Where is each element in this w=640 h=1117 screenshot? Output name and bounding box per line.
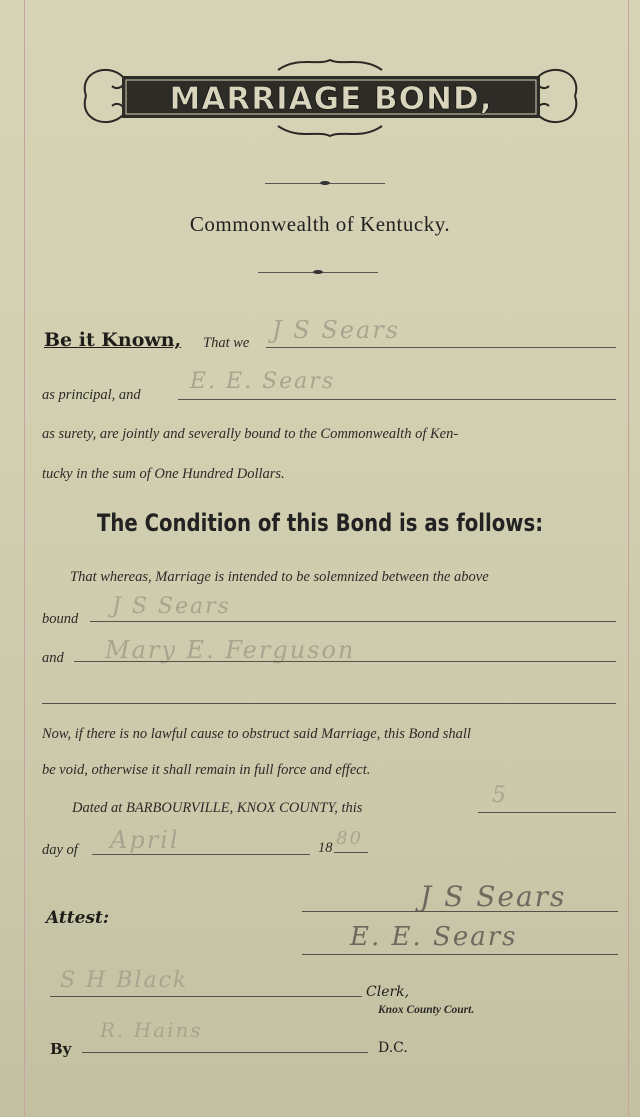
and-label: and: [42, 650, 64, 666]
left-margin-rule: [24, 0, 25, 1117]
year-suffix: 80: [336, 828, 363, 849]
groom-name: J S Sears: [112, 594, 231, 619]
whereas-text: That whereas, Marriage is intended to be solemnized between the above: [70, 569, 489, 585]
deputy-signature: R. Hains: [100, 1018, 203, 1042]
blank-line: [92, 854, 310, 855]
blank-line: [478, 812, 616, 813]
surety-text-line2: tucky in the sum of One Hundred Dollars.: [42, 466, 285, 482]
dated-at-text: Dated at BARBOURVILLE, KNOX COUNTY, this: [72, 800, 363, 816]
signature-line: [50, 996, 362, 997]
banner-title: MARRIAGE BOND,: [169, 81, 493, 117]
condition-heading: The Condition of this Bond is as follows:: [96, 509, 544, 537]
lawful-cause-line1: Now, if there is no lawful cause to obstruct said Marriage, this Bond shall: [42, 726, 471, 742]
signature-line: [82, 1052, 368, 1053]
blank-line: [74, 661, 616, 662]
day-of-label: day of: [42, 842, 78, 858]
court-label: Knox County Court.: [378, 1004, 475, 1016]
blank-line: [90, 621, 616, 622]
clerk-signature: S H Black: [60, 968, 189, 993]
blank-line: [42, 703, 616, 704]
by-label: By: [50, 1040, 72, 1058]
that-we-label: That we: [203, 335, 250, 351]
surety-name: E. E. Sears: [190, 369, 336, 394]
dc-label: D.C.: [378, 1040, 408, 1056]
bride-name: Mary E. Ferguson: [105, 636, 356, 664]
lawful-cause-line2: be void, otherwise it shall remain in full force and effect.: [42, 762, 371, 778]
right-margin-rule: [628, 0, 629, 1117]
year-prefix: 18: [318, 840, 333, 856]
principal-name: J S Sears: [272, 316, 401, 344]
as-principal-label: as principal, and: [42, 387, 141, 403]
blank-line: [178, 399, 616, 400]
day-number: 5: [492, 783, 508, 808]
principal-signature: J S Sears: [420, 880, 567, 913]
month-value: April: [110, 826, 180, 854]
commonwealth-heading: Commonwealth of Kentucky.: [189, 212, 451, 236]
marriage-bond-banner: [78, 52, 583, 142]
signature-line: [302, 954, 618, 955]
surety-text-line1: as surety, are jointly and severally bound to the Commonwealth of Ken-: [42, 426, 459, 442]
signature-line: [302, 911, 618, 912]
blank-line: [334, 852, 368, 853]
blank-line: [266, 347, 616, 348]
bound-label: bound: [42, 611, 79, 627]
be-it-known-heading: Be it Known,: [44, 329, 182, 351]
clerk-label: Clerk,: [366, 984, 410, 1000]
attest-label: Attest:: [46, 908, 110, 928]
separator-ornament: [313, 270, 323, 274]
separator-ornament: [320, 181, 330, 185]
surety-signature: E. E. Sears: [350, 922, 518, 952]
